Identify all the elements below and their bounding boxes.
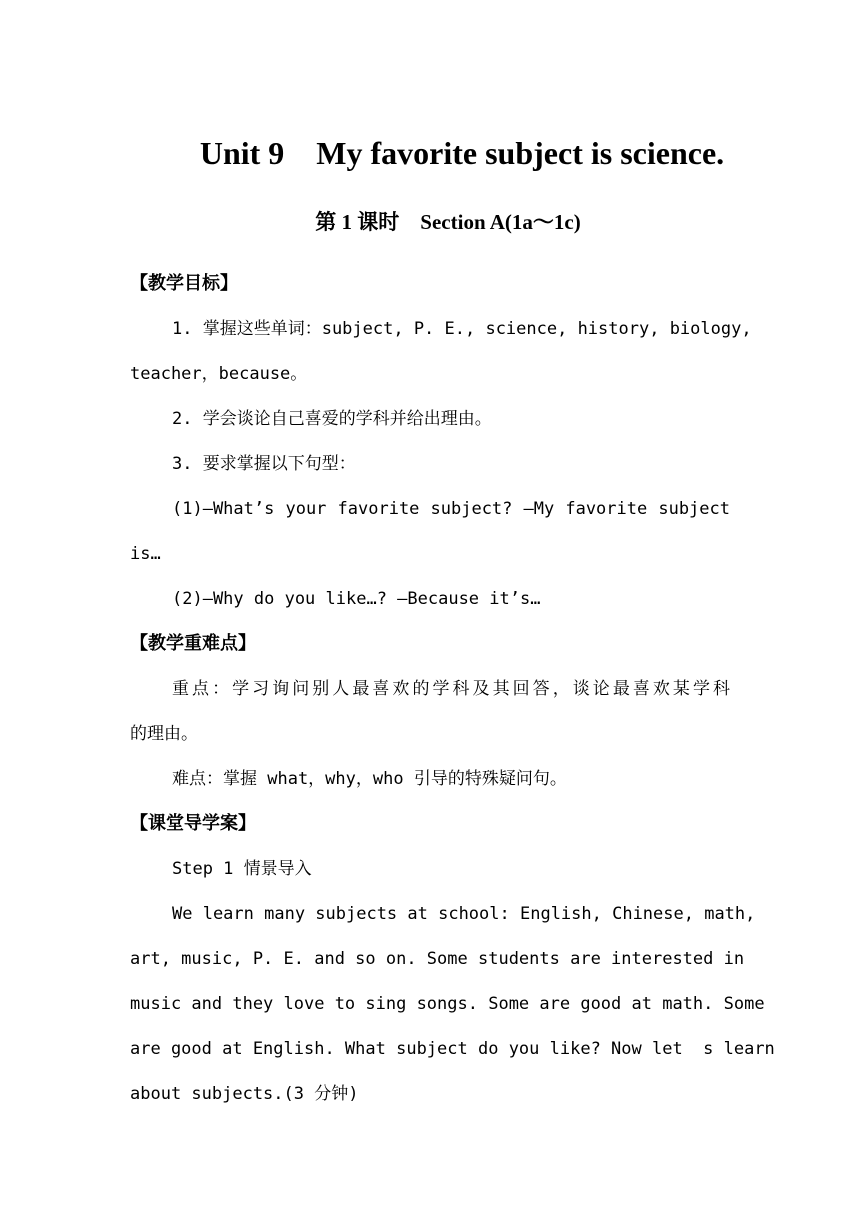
objectives-heading: 【教学目标】: [130, 273, 238, 294]
unit-title: Unit 9 My favorite subject is science.: [199, 135, 725, 171]
key-points-heading: 【教学重难点】: [130, 633, 256, 654]
intro-paragraph-line-3: music and they love to sing songs. Some are good at math. Some: [130, 994, 765, 1014]
sentence-pattern-1-line-2: is…: [130, 544, 161, 564]
intro-paragraph-line-5: about subjects.(3 分钟): [130, 1084, 359, 1104]
lesson-subtitle: 第 1 课时 Section A(1a～1c): [315, 210, 581, 234]
objective-item-2: 2. 学会谈论自己喜爱的学科并给出理由。: [172, 409, 492, 429]
focus-line-2: 的理由。: [130, 724, 198, 744]
objective-item-3: 3. 要求掌握以下句型：: [172, 454, 356, 474]
objective-item-1-line-2: teacher，because。: [130, 364, 308, 384]
sentence-pattern-1-line-1: (1)—What’s your favorite subject? —My favorite subject: [172, 499, 730, 519]
intro-paragraph-line-1: We learn many subjects at school: English, Chinese, math,: [172, 904, 756, 924]
guide-heading: 【课堂导学案】: [130, 813, 256, 834]
step-1-title: Step 1 情景导入: [172, 859, 312, 879]
focus-line-1: 重点：学习询问别人最喜欢的学科及其回答，谈论最喜欢某学科: [172, 679, 730, 699]
intro-paragraph-line-2: art, music, P. E. and so on. Some students are interested in: [130, 949, 745, 969]
sentence-pattern-2: (2)—Why do you like…? —Because it’s…: [172, 589, 541, 609]
difficulty-line: 难点：掌握 what，why，who 引导的特殊疑问句。: [172, 769, 567, 789]
intro-paragraph-line-4: are good at English. What subject do you like? Now let s learn: [130, 1039, 775, 1059]
objective-item-1-line-1: 1. 掌握这些单词：subject, P. E., science, history, biology,: [172, 319, 752, 339]
